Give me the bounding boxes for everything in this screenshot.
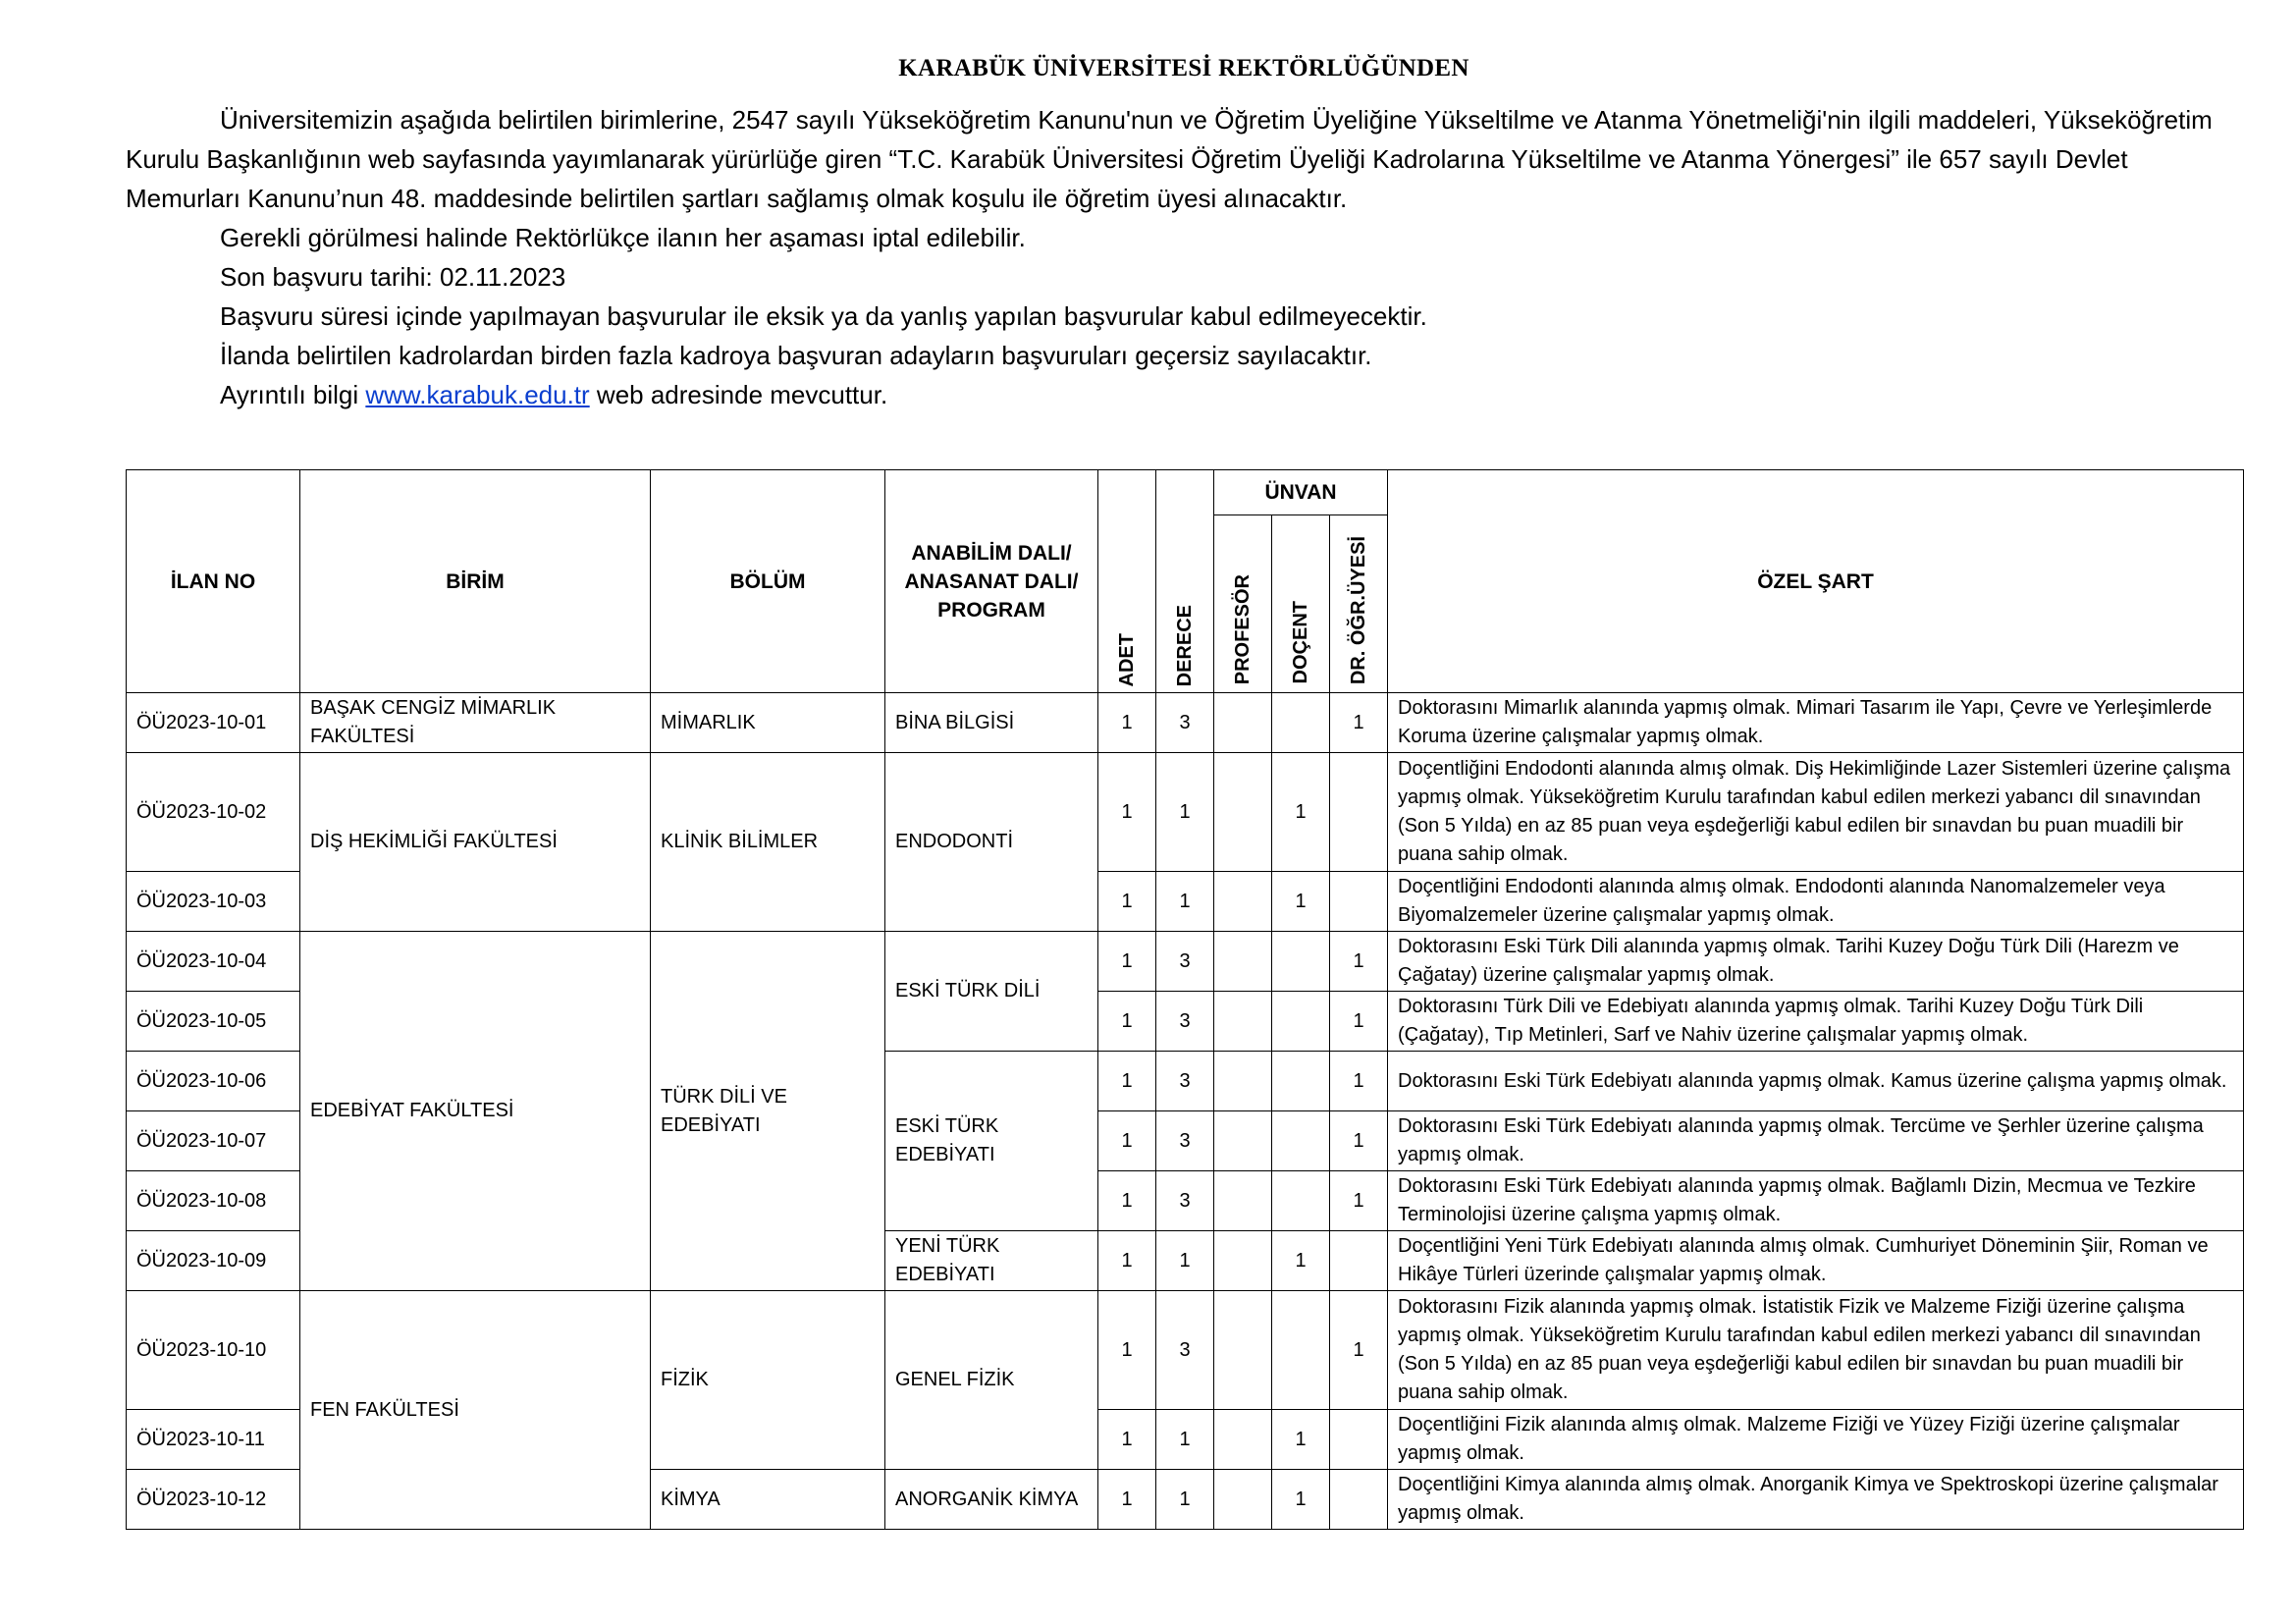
cell-profesor: [1214, 932, 1272, 992]
header-derece-label: DERECE: [1173, 604, 1196, 686]
cell-anabilim: ESKİ TÜRK EDEBİYATI: [885, 1052, 1098, 1231]
cell-ilan-no: ÖÜ2023-10-05: [127, 992, 300, 1052]
cell-ilan-no: ÖÜ2023-10-04: [127, 932, 300, 992]
cell-ilan-no: ÖÜ2023-10-02: [127, 753, 300, 872]
cell-profesor: [1214, 1171, 1272, 1231]
info-suffix: web adresinde mevcuttur.: [589, 380, 888, 409]
cell-derece: 3: [1156, 932, 1214, 992]
cell-derece: 1: [1156, 1410, 1214, 1470]
cell-ozel-sart: Doktorasını Eski Türk Edebiyatı alanında yapmış olmak. Kamus üzerine çalışma yapmış olmak.: [1388, 1052, 2244, 1111]
cell-dr: 1: [1330, 1111, 1388, 1171]
cell-ozel-sart: Doktorasını Eski Türk Edebiyatı alanında yapmış olmak. Tercüme ve Şerhler üzerine çalışma yapmış olmak.: [1388, 1111, 2244, 1171]
cancel-notice: Gerekli görülmesi halinde Rektörlükçe ilanın her aşaması iptal edilebilir.: [220, 223, 1026, 252]
cell-profesor: [1214, 753, 1272, 872]
cell-ilan-no: ÖÜ2023-10-09: [127, 1231, 300, 1291]
cell-dr: 1: [1330, 1291, 1388, 1410]
cell-profesor: [1214, 1052, 1272, 1111]
cell-profesor: [1214, 872, 1272, 932]
cell-ozel-sart: Doktorasını Fizik alanında yapmış olmak. İstatistik Fizik ve Malzeme Fiziği üzerine çalışma yapmış olmak. Yükseköğretim Kurulu tarafından kabul edilen merkezi yabancı dil sınavından (Son 5 Yılda) en az 85 puan veya eşdeğerliği kabul edilen bir sınavdan bu puan muadili bir puana sahip olmak.: [1388, 1291, 2244, 1410]
cell-dr: 1: [1330, 693, 1388, 753]
header-dr-label: DR. ÖĞR.ÜYESİ: [1347, 535, 1369, 684]
cell-derece: 1: [1156, 1470, 1214, 1530]
info-prefix: Ayrıntılı bilgi: [220, 380, 366, 409]
cell-docent: [1272, 693, 1330, 753]
cell-derece: 3: [1156, 693, 1214, 753]
cell-birim: FEN FAKÜLTESİ: [300, 1291, 651, 1530]
cell-docent: [1272, 1291, 1330, 1410]
intro-paragraph: Üniversitemizin aşağıda belirtilen birimlerine, 2547 sayılı Yükseköğretim Kanunu'nun ve Öğretim Üyeliğine Yükseltilme ve Atanma Yönetmeliği'nin ilgili maddeleri, Yükseköğretim Kurulu Başkanlığının web sayfasında yayımlanarak yürürlüğe giren “T.C. Karabük Üniversitesi Öğretim Üyeliği Kadrolarına Yükseltilme ve Atanma Yönergesi” ile 657 sayılı Devlet Memurları Kanunu’nun 48. maddesinde belirtilen şartları sağlamış olmak koşulu ile öğretim üyesi alınacaktır.: [126, 105, 2213, 213]
header-adet-label: ADET: [1115, 632, 1138, 686]
cell-derece: 1: [1156, 1231, 1214, 1291]
cell-ozel-sart: Doçentliğini Endodonti alanında almış olmak. Diş Hekimliğinde Lazer Sistemleri üzerine çalışma yapmış olmak. Yükseköğretim Kurulu tarafından kabul edilen merkezi yabancı dil sınavından (Son 5 Yılda) en az 85 puan veya eşdeğerliği kabul edilen bir sınavdan bu puan muadili bir puana sahip olmak.: [1388, 753, 2244, 872]
cell-derece: 3: [1156, 1291, 1214, 1410]
cell-anabilim: ENDODONTİ: [885, 753, 1098, 932]
cell-ozel-sart: Doçentliğini Fizik alanında almış olmak. Malzeme Fiziği ve Yüzey Fiziği üzerine çalışmalar yapmış olmak.: [1388, 1410, 2244, 1470]
cell-dr: 1: [1330, 1171, 1388, 1231]
table-row: [127, 693, 2244, 753]
table-row: [127, 753, 2244, 872]
cell-docent: 1: [1272, 1470, 1330, 1530]
cell-ilan-no: ÖÜ2023-10-03: [127, 872, 300, 932]
cell-profesor: [1214, 992, 1272, 1052]
header-unvan: ÜNVAN: [1214, 470, 1388, 515]
cell-ilan-no: ÖÜ2023-10-07: [127, 1111, 300, 1171]
cell-adet: 1: [1098, 1171, 1156, 1231]
header-ozel-sart: ÖZEL ŞART: [1388, 470, 2244, 693]
cell-docent: [1272, 992, 1330, 1052]
table-row: [127, 1291, 2244, 1410]
document-page: [126, 55, 2242, 414]
cell-derece: 3: [1156, 992, 1214, 1052]
cell-anabilim: YENİ TÜRK EDEBİYATI: [885, 1231, 1098, 1291]
cell-bolum: KLİNİK BİLİMLER: [651, 753, 885, 932]
cell-derece: 3: [1156, 1052, 1214, 1111]
cell-ozel-sart: Doçentliğini Yeni Türk Edebiyatı alanında almış olmak. Cumhuriyet Döneminin Şiir, Roman ve Hikâye Türleri üzerinde çalışmalar yapmış olmak.: [1388, 1231, 2244, 1291]
cell-dr: 1: [1330, 992, 1388, 1052]
cell-adet: 1: [1098, 992, 1156, 1052]
cell-docent: [1272, 1171, 1330, 1231]
cell-adet: 1: [1098, 932, 1156, 992]
cell-docent: [1272, 1111, 1330, 1171]
cell-ilan-no: ÖÜ2023-10-10: [127, 1291, 300, 1410]
positions-table: [126, 469, 2244, 1530]
cell-profesor: [1214, 1111, 1272, 1171]
cell-ozel-sart: Doktorasını Mimarlık alanında yapmış olmak. Mimari Tasarım ile Yapı, Çevre ve Yerleşimlerde Koruma üzerine çalışmalar yapmış olmak.: [1388, 693, 2244, 753]
cell-birim: EDEBİYAT FAKÜLTESİ: [300, 932, 651, 1291]
multiple-notice: İlanda belirtilen kadrolardan birden fazla kadroya başvuran adayların başvuruları geçersiz sayılacaktır.: [220, 341, 1372, 370]
cell-adet: 1: [1098, 753, 1156, 872]
header-profesor-label: PROFESÖR: [1231, 573, 1254, 684]
cell-profesor: [1214, 693, 1272, 753]
cell-derece: 3: [1156, 1111, 1214, 1171]
cell-ilan-no: ÖÜ2023-10-06: [127, 1052, 300, 1111]
header-profesor: [1214, 514, 1272, 692]
cell-anabilim: GENEL FİZİK: [885, 1291, 1098, 1470]
header-dr: [1330, 514, 1388, 692]
cell-ozel-sart: Doktorasını Eski Türk Edebiyatı alanında yapmış olmak. Bağlamlı Dizin, Mecmua ve Tezkire Terminolojisi üzerine çalışma yapmış olmak.: [1388, 1171, 2244, 1231]
header-derece: [1156, 470, 1214, 693]
cell-profesor: [1214, 1291, 1272, 1410]
cell-adet: 1: [1098, 1410, 1156, 1470]
cell-docent: [1272, 1052, 1330, 1111]
invalid-notice: Başvuru süresi içinde yapılmayan başvurular ile eksik ya da yanlış yapılan başvurular kabul edilmeyecektir.: [220, 301, 1427, 331]
cell-ilan-no: ÖÜ2023-10-11: [127, 1410, 300, 1470]
cell-docent: 1: [1272, 872, 1330, 932]
cell-adet: 1: [1098, 1291, 1156, 1410]
cell-dr: 1: [1330, 1052, 1388, 1111]
cell-adet: 1: [1098, 1052, 1156, 1111]
cell-bolum: KİMYA: [651, 1470, 885, 1530]
cell-docent: 1: [1272, 1410, 1330, 1470]
page-title: KARABÜK ÜNİVERSİTESİ REKTÖRLÜĞÜNDEN: [898, 55, 1469, 81]
cell-profesor: [1214, 1470, 1272, 1530]
cell-anabilim: ESKİ TÜRK DİLİ: [885, 932, 1098, 1052]
cell-derece: 1: [1156, 872, 1214, 932]
cell-profesor: [1214, 1231, 1272, 1291]
cell-anabilim: ANORGANİK KİMYA: [885, 1470, 1098, 1530]
cell-ozel-sart: Doktorasını Türk Dili ve Edebiyatı alanında yapmış olmak. Tarihi Kuzey Doğu Türk Dili (Çağatay), Tıp Metinleri, Sarf ve Nahiv üzerine çalışmalar yapmış olmak.: [1388, 992, 2244, 1052]
intro-text: [126, 100, 2242, 414]
cell-derece: 1: [1156, 753, 1214, 872]
header-docent: [1272, 514, 1330, 692]
header-adet: [1098, 470, 1156, 693]
cell-bolum: FİZİK: [651, 1291, 885, 1470]
cell-birim: DİŞ HEKİMLİĞİ FAKÜLTESİ: [300, 753, 651, 932]
cell-bolum: MİMARLIK: [651, 693, 885, 753]
cell-adet: 1: [1098, 872, 1156, 932]
cell-ozel-sart: Doktorasını Eski Türk Dili alanında yapmış olmak. Tarihi Kuzey Doğu Türk Dili (Harezm ve Çağatay) üzerine çalışmalar yapmış olmak.: [1388, 932, 2244, 992]
cell-dr: [1330, 872, 1388, 932]
cell-dr: [1330, 1470, 1388, 1530]
cell-adet: 1: [1098, 1231, 1156, 1291]
cell-docent: [1272, 932, 1330, 992]
cell-ilan-no: ÖÜ2023-10-01: [127, 693, 300, 753]
cell-adet: 1: [1098, 693, 1156, 753]
cell-adet: 1: [1098, 1470, 1156, 1530]
cell-ilan-no: ÖÜ2023-10-12: [127, 1470, 300, 1530]
header-bolum: BÖLÜM: [651, 470, 885, 693]
table-row: [127, 932, 2244, 992]
cell-ozel-sart: Doçentliğini Endodonti alanında almış olmak. Endodonti alanında Nanomalzemeler veya Biyomalzemeler üzerine çalışmalar yapmış olmak.: [1388, 872, 2244, 932]
website-link[interactable]: www.karabuk.edu.tr: [365, 380, 590, 409]
cell-anabilim: BİNA BİLGİSİ: [885, 693, 1098, 753]
cell-dr: 1: [1330, 932, 1388, 992]
deadline-notice: Son başvuru tarihi: 02.11.2023: [220, 262, 566, 292]
cell-dr: [1330, 1231, 1388, 1291]
cell-ozel-sart: Doçentliğini Kimya alanında almış olmak. Anorganik Kimya ve Spektroskopi üzerine çalışmalar yapmış olmak.: [1388, 1470, 2244, 1530]
header-birim: BİRİM: [300, 470, 651, 693]
header-anabilim: ANABİLİM DALI/ ANASANAT DALI/ PROGRAM: [885, 470, 1098, 693]
cell-birim: BAŞAK CENGİZ MİMARLIK FAKÜLTESİ: [300, 693, 651, 753]
header-ilan-no: İLAN NO: [127, 470, 300, 693]
cell-adet: 1: [1098, 1111, 1156, 1171]
cell-ilan-no: ÖÜ2023-10-08: [127, 1171, 300, 1231]
cell-dr: [1330, 1410, 1388, 1470]
cell-derece: 3: [1156, 1171, 1214, 1231]
info-notice: [126, 375, 2242, 414]
header-docent-label: DOÇENT: [1289, 601, 1311, 684]
cell-docent: 1: [1272, 1231, 1330, 1291]
cell-dr: [1330, 753, 1388, 872]
cell-profesor: [1214, 1410, 1272, 1470]
cell-bolum: TÜRK DİLİ VE EDEBİYATI: [651, 932, 885, 1291]
cell-docent: 1: [1272, 753, 1330, 872]
